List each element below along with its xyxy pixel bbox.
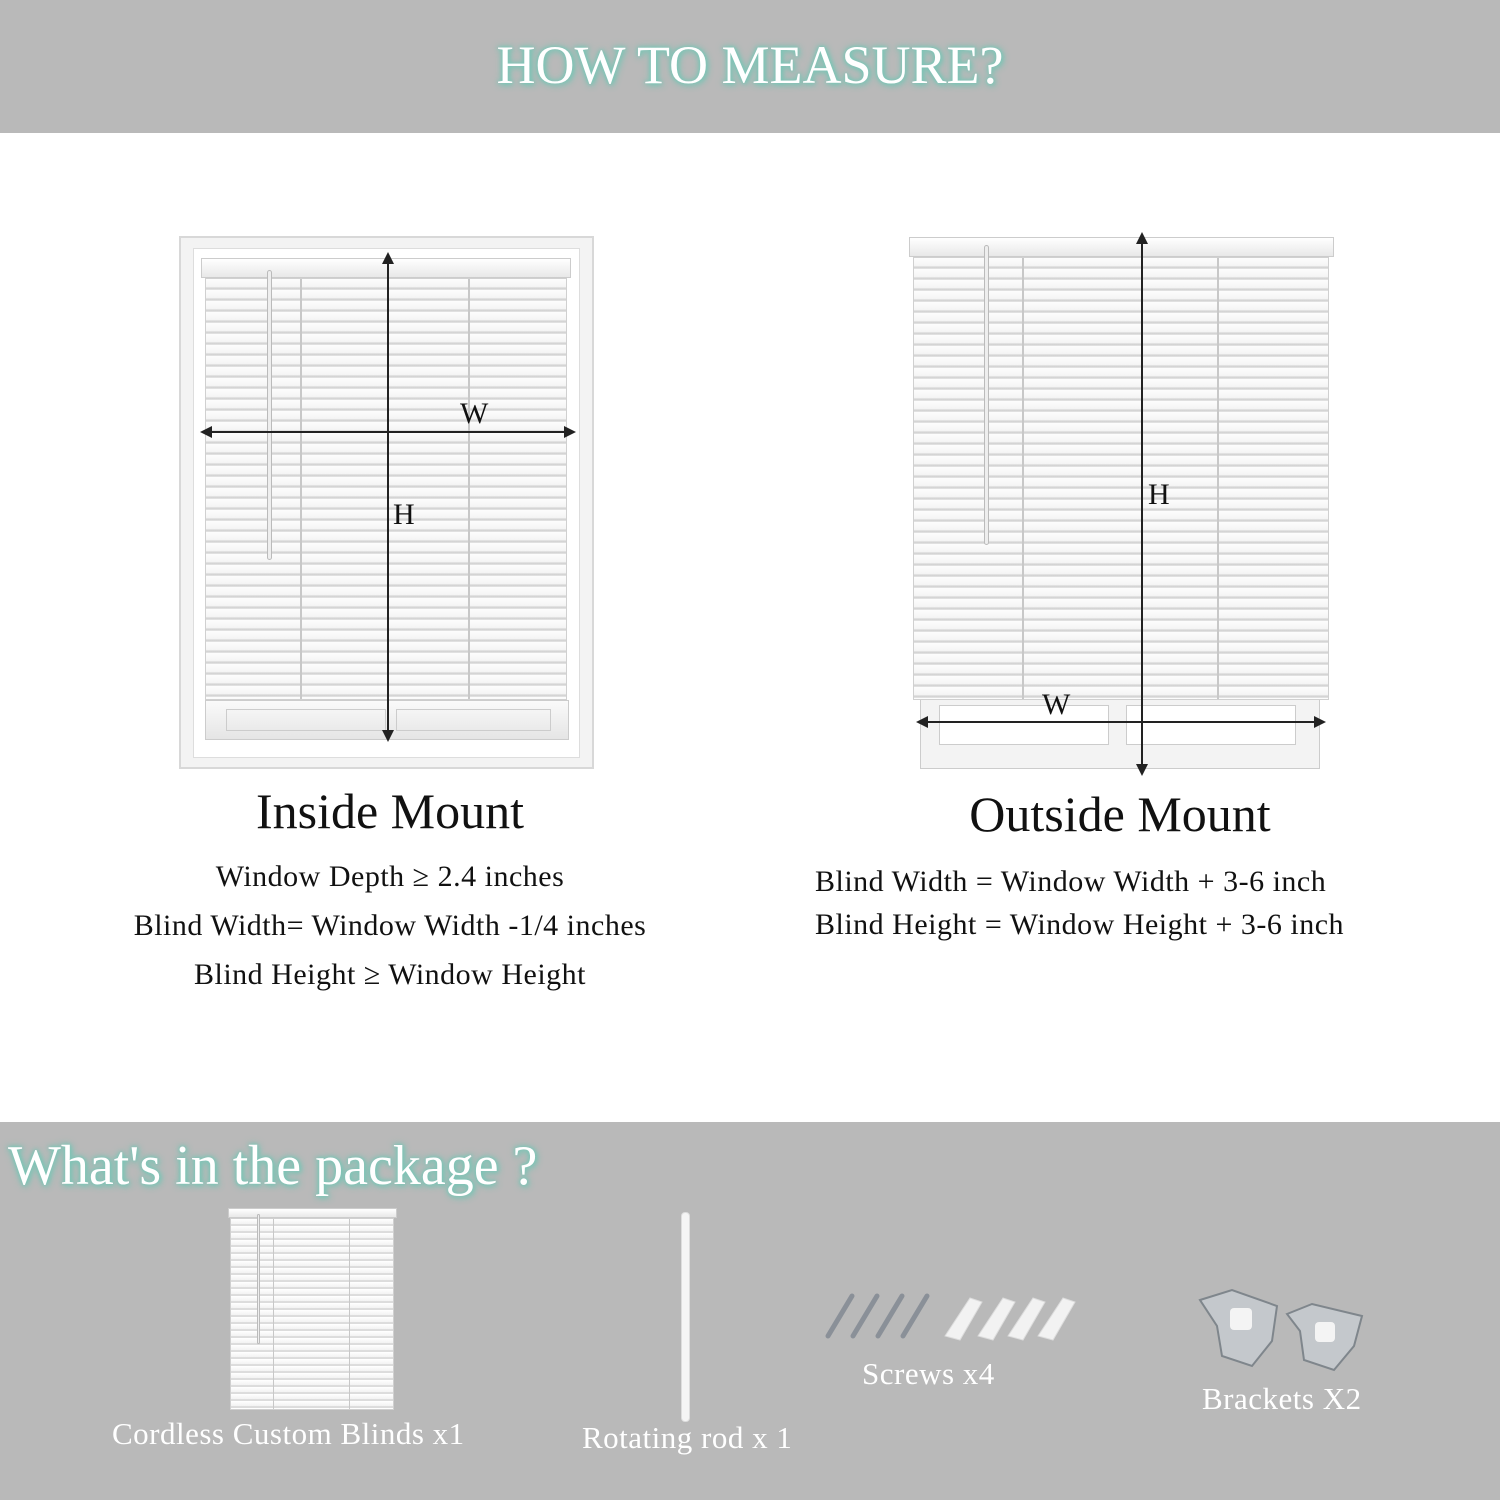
- outside-width-label: W: [1042, 688, 1071, 721]
- inside-width-arrow: [210, 431, 566, 433]
- brackets-image: [1192, 1286, 1372, 1376]
- inside-mount-specs: [40, 860, 740, 1007]
- package-item-label: Rotating rod x 1: [582, 1420, 793, 1455]
- outside-window-frame: [920, 698, 1320, 769]
- outside-height-label: H: [1148, 478, 1170, 511]
- inside-mount-title: Inside Mount: [255, 783, 525, 839]
- inside-height-label: H: [393, 498, 415, 531]
- page-title: HOW TO MEASURE?: [496, 35, 1004, 95]
- inside-height-arrow: [387, 262, 389, 732]
- header-band: [0, 0, 1500, 133]
- spec-window-depth: Window Depth ≥ 2.4 inches: [215, 860, 565, 893]
- spec-blind-height: Blind Height ≥ Window Height: [193, 958, 587, 991]
- inside-width-label: W: [460, 397, 489, 430]
- package-band: [0, 1122, 1500, 1500]
- spec-blind-width: Blind Width= Window Width -1/4 inches: [133, 909, 647, 942]
- outside-mount-title: Outside Mount: [969, 786, 1271, 842]
- outside-tilt-wand: [984, 245, 989, 545]
- package-item-label: Cordless Custom Blinds x1: [112, 1416, 465, 1451]
- outside-blind-headrail: [909, 237, 1334, 257]
- inside-tilt-wand: [267, 270, 272, 560]
- outside-blind-slats: [913, 257, 1329, 700]
- package-item-label: Screws x4: [862, 1356, 995, 1391]
- outside-width-arrow: [926, 721, 1316, 723]
- package-blinds-image: [228, 1208, 397, 1412]
- outside-height-arrow: [1141, 242, 1143, 766]
- screws-anchors-image: [820, 1284, 1100, 1344]
- package-title: What's in the package ?: [8, 1135, 538, 1197]
- rotating-rod-image: [681, 1212, 690, 1422]
- package-item-label: Brackets X2: [1202, 1381, 1362, 1416]
- outside-mount-specs: [815, 865, 1344, 951]
- inside-blind-slats: [205, 278, 567, 700]
- spec-blind-width: Blind Width = Window Width + 3-6 inch: [815, 865, 1327, 898]
- spec-blind-height: Blind Height = Window Height + 3-6 inch: [815, 908, 1345, 941]
